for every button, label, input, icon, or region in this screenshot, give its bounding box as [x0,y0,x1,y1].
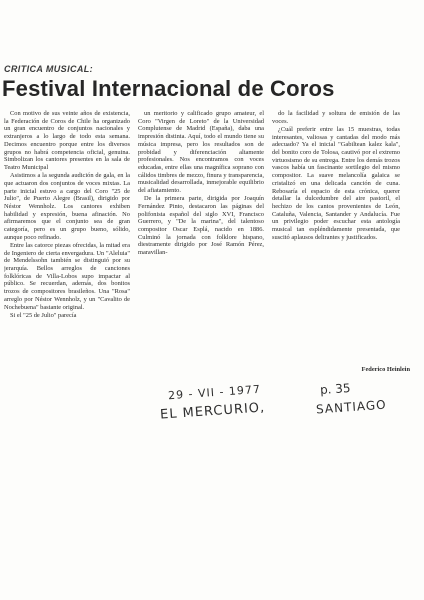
article-column-3 [272,110,400,356]
paragraph: ¿Cuál preferir entre las 15 muestras, todas interesantes, valiosas y cantadas del modo más adecuado? Ya el inicial "Gabiltean kalez kala", del bonito coro de Tolosa, cautivó por el extremo virtuosismo de su entrega. Entre los demás trozos vascos había un fascinante sortilegio del mismo compositor. La suave melancolía galaica se cristalizó en una delicada canción de cuna. Rebosaría el espacio de esta crónica, querer detallar la dulcedumbre del aire pastoril, el hechizo de los cantos provenientes de León, Cataluña, Valencia, Santander y Andalucía. Fue un privilegio poder escuchar esta antología musical tan espléndidamente presentada, que suscitó aplausos delirantes y justificados. [272,125,400,241]
handwritten-city: SANTIAGO [315,397,388,417]
paragraph: Si el "25 de Julio" parecía [10,311,77,319]
article-headline: Festival Internacional de Coros [2,76,335,101]
article-column-1 [4,110,130,578]
handwritten-date: 29 - VII - 1977 [167,382,262,403]
paragraph: De la primera parte, dirigida por Joaquín Fernández Pinto, destacaron las páginas del polifonista español del siglo XVI, Francisco Guerrero, y "De la marina", del talentoso compositor Oscar Esplá, nacido en 1886. Culminó la jornada con folklore hispano, diestramente dirigido por José Ramón Pérez, maravillan- [138,195,264,257]
handwritten-page-number: p. 35 [319,380,351,398]
section-kicker: CRITICA MUSICAL: [4,64,94,74]
paragraph: Asistimos a la segunda audición de gala, en la que actuaron dos conjuntos de voces mixtas. La parte inicial estuvo a cargo del Coro "25 de Julio", de Puerto Alegre (Brasil), dirigido por Néstor Wennholz. Los cantores exhiben habilidad y expresión, buena afinación. No afirmaremos que el conjunto sea de gran categoría, pero es un grupo bueno, sólido, aunque poco refinado. [4,172,130,241]
paragraph: Entre las catorce piezas ofrecidas, la mitad era de Ingeniero de cierta envergadura. Un "Aleluia" de Mendelssohn también se distinguió por su jerarquía. Bellos arreglos de canciones folklóricas de Villa-Lobos supo impactar al público. Se recuerdan, además, dos bonitos trozos de compositores brasileños. Una "Rosa" arreglo por Néstor Wennholz, y un "Cavalito de Nochebuena" bastante original. [4,241,130,311]
handwritten-newspaper-name: EL MERCURIO, [159,400,266,423]
paragraph: do la facilidad y soltura de emisión de las voces. [272,110,400,125]
paragraph: Con motivo de sus veinte años de existencia, la Federación de Coros de Chile ha organizado un gran encuentro de conjuntos nacionales y extranjeros a lo largo de todo esta semana. Decimos encuentro porque entre los diversos grupos no habrá competencia oficial, genuina. Simbolizan los cantores presentes en la sala de Teatro Municipal [4,110,130,171]
article-column-2 [138,110,264,378]
paragraph: un meritorio y calificado grupo amateur, el Coro "Virgen de Loreto" de la Universidad Complutense de Madrid (España), daba una impresión distinta. Aquí, todo el mundo tiene su música impresa, pero los resultados son de probidad y diferenciación altamente profesionales. Nos encontramos con voces educadas, entre ellas una magnífica soprano con cálidos timbres de mezzo, finura y transparencia, musicalidad desarrollada, inmejorable equilibrio del afiatamiento. [138,110,264,195]
author-byline: Federico Heinlein [361,366,410,373]
